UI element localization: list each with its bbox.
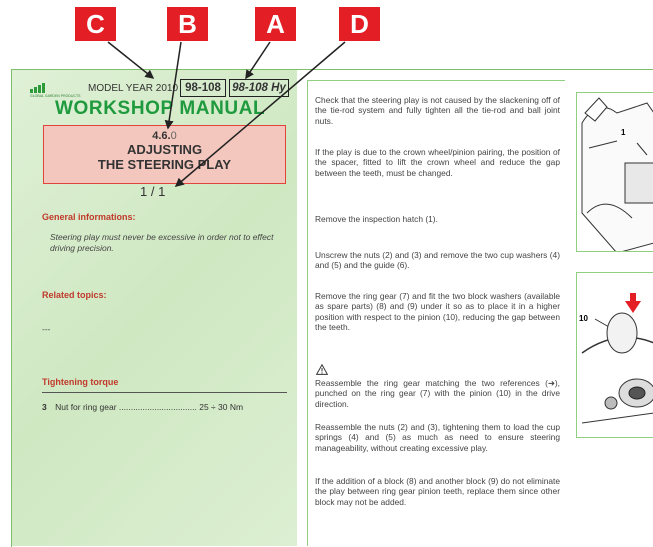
torque-dots: .................................	[118, 402, 197, 412]
marker-b: B	[167, 7, 208, 41]
marker-d: D	[339, 7, 380, 41]
instruction-paragraph: Reassemble the nuts (2) and (3), tightening them to load the cup springs (4) and (5) as much as need to ensure steering manageability, without creating excessive play.	[315, 422, 560, 453]
logo-text: GLOBAL GARDEN PRODUCTS	[30, 94, 81, 98]
instruction-paragraph: If the play is due to the crown wheel/pinion pairing, the position of the spacer, fitted to lift the crown wheel and reduce the gap between the teeth, must be changed.	[315, 147, 560, 178]
instruction-paragraph: Remove the inspection hatch (1).	[315, 214, 438, 224]
figure-callout: 1	[621, 128, 626, 137]
model-year: MODEL YEAR 2010	[88, 83, 179, 94]
tightening-torque-heading: Tightening torque	[42, 377, 119, 387]
torque-label: Nut for ring gear	[55, 402, 117, 412]
section-number: 4.6.0	[152, 130, 177, 142]
instruction-paragraph: Remove the ring gear (7) and fit the two block washers (available as spare parts) (8) and (9) under it so as to place it in a higher position with respect to the pinion (10), reducing the gap between the teeth.	[315, 291, 560, 333]
section-title-line2: THE STEERING PLAY	[97, 157, 232, 172]
instruction-paragraph: Unscrew the nuts (2) and (3) and remove the two cup washers (4) and (5) and the guide (6).	[315, 250, 560, 271]
model-code-primary: 98-108	[180, 79, 226, 97]
general-info-text: Steering play must never be excessive in order not to effect driving precision.	[50, 232, 274, 253]
model-code-secondary: 98-108 Hy	[229, 79, 289, 97]
marker-a: A	[255, 7, 296, 41]
instruction-paragraph: Check that the steering play is not caused by the slackening off of the tie-rod system and fully tighten all the tie-rod and ball joint nuts.	[315, 95, 560, 126]
figure-callout: 10	[579, 314, 588, 323]
marker-c: C	[75, 7, 116, 41]
manual-title: WORKSHOP MANUAL	[55, 98, 266, 119]
torque-value: 25 ÷ 30 Nm	[199, 402, 244, 412]
section-title-line1: ADJUSTING	[126, 142, 203, 157]
instruction-paragraph: Reassemble the ring gear matching the two references (➜), punched on the ring gear (7) with the pinion (10) in the drive direction.	[315, 378, 560, 409]
general-info-heading: General informations:	[42, 212, 136, 222]
torque-index: 3	[42, 402, 47, 412]
related-topics-heading: Related topics:	[42, 290, 107, 300]
related-topics-text: ---	[42, 324, 51, 334]
instruction-paragraph: If the addition of a block (8) and another block (9) do not eliminate the play between ring gear pinion teeth, replace them since other block may not be added.	[315, 476, 560, 507]
page-number: 1 / 1	[140, 184, 166, 199]
